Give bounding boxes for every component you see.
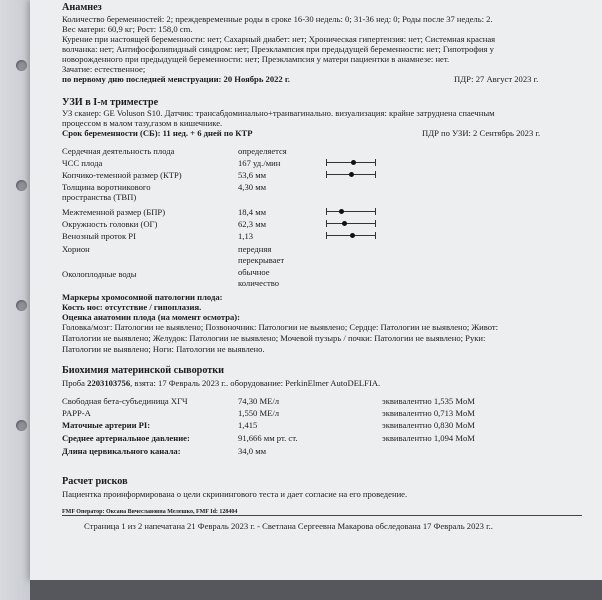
biochem-row-value: 1,550 МЕ/л	[238, 408, 280, 418]
range-line	[326, 211, 376, 212]
anatomy-line: Патологии не выявлено; Желудок: Патологии не выявлено; Мочевой пузырь / почки: Патологии не выявлено; Руки:	[62, 333, 486, 343]
binder-hole	[16, 420, 27, 431]
risk-title: Расчет рисков	[62, 476, 128, 487]
table-row-label: Окружность головки (ОГ)	[62, 219, 158, 229]
table-row-value: перекрывает	[238, 255, 285, 265]
table-row-value: передняя	[238, 244, 272, 254]
biochem-row-mom: эквивалентно 1,535 MoM	[382, 396, 475, 406]
sample-prefix: Проба	[62, 378, 88, 388]
ultrasound-line: УЗ сканер: GE Voluson S10. Датчик: трансабдоминально+транвагинально. визуализация: крайне затруднена спаечным	[62, 108, 495, 118]
table-row-value: 18,4 мм	[238, 207, 267, 217]
table-row-value: обычное	[238, 267, 270, 277]
range-marker	[351, 160, 356, 165]
biochem-row-mom: эквивалентно 0,830 MoM	[382, 420, 475, 430]
ultrasound-line: процессом в малом тазу,газом в кишечнике.	[62, 118, 223, 128]
table-row-label: Хорион	[62, 244, 90, 254]
range-tick	[375, 159, 376, 166]
risk-text: Пациентка проинформирована о цели скринингового теста и дает согласие на его проведение.	[62, 489, 408, 499]
edd-date: ПДР: 27 Август 2023 г.	[454, 74, 539, 84]
range-tick	[326, 208, 327, 215]
biochem-title: Биохимия материнской сыворотки	[62, 365, 225, 376]
table-row-value: 1,13	[238, 231, 254, 241]
table-row-value: 4,30 мм	[238, 182, 267, 192]
biochem-row-label: Среднее артериальное давление:	[62, 433, 190, 443]
biochem-row-mom: эквивалентно 0,713 MoM	[382, 408, 475, 418]
table-row-label: Копчико-теменной размер (КТР)	[62, 170, 182, 180]
range-marker	[342, 221, 347, 226]
anamnesis-line: Количество беременностей: 2; преждевременные роды в сроке 16-30 недель: 0; 31-36 нед: 0; Роды после 37 недель: 2.	[62, 14, 493, 24]
biochem-row-value: 74,30 МЕ/л	[238, 396, 280, 406]
operator-info: FMF Оператор: Оксана Вячеславовна Мелешко, FMF Id: 128404	[62, 509, 238, 515]
binder-hole	[16, 180, 27, 191]
range-chart-crl	[326, 170, 376, 179]
anatomy-line: Патологии не выявлено; Ноги: Патологии не выявлено.	[62, 344, 265, 354]
table-row-label: Сердечная деятельность плода	[62, 146, 175, 156]
range-chart-dv	[326, 231, 376, 240]
range-chart-bpd	[326, 207, 376, 216]
biochem-table	[62, 396, 562, 466]
anamnesis-line: новорожденного при предыдущей беременности: нет; Преэклампсия у матери пациентки в анамнезе: нет.	[62, 54, 450, 64]
lmp-date: по первому дню последней менструации: 20 Ноябрь 2022 г.	[62, 74, 290, 84]
table-row-label: пространства (ТВП)	[62, 192, 137, 202]
binder-hole	[16, 60, 27, 71]
range-chart-hc	[326, 219, 376, 228]
range-marker	[339, 209, 344, 214]
range-tick	[326, 220, 327, 227]
binder-hole	[16, 300, 27, 311]
range-tick	[375, 208, 376, 215]
anamnesis-line: Курение при настоящей беременности: нет; Сахарный диабет: нет; Хроническая гипертензия: нет; Системная красная	[62, 34, 496, 44]
sample-id: 2203103756	[87, 378, 131, 388]
biochem-row-label: Маточные артерии PI:	[62, 420, 151, 430]
sample-rest: , взята: 17 Февраль 2023 г.. оборудование: PerkinElmer AutoDELFIA.	[130, 378, 381, 388]
anamnesis-line: волчанка: нет; Антифосфолипидный синдром: нет; Преэклампсия при предыдущей беременности: нет; Гипотрофия у	[62, 44, 494, 54]
table-row-value: 167 уд./мин	[238, 158, 281, 168]
range-tick	[326, 171, 327, 178]
range-marker	[350, 233, 355, 238]
footer-divider	[62, 515, 582, 516]
biochem-row-value: 34,0 мм	[238, 446, 267, 456]
anatomy-line: Головка/мозг: Патологии не выявлено; Позвоночник: Патологии не выявлено; Сердце: Патологии не выявлено; Живот:	[62, 322, 499, 332]
table-row-value: 62,3 мм	[238, 219, 267, 229]
table-row-label: ЧСС плода	[62, 158, 103, 168]
table-row-label: Толщина воротникового	[62, 182, 151, 192]
range-marker	[349, 172, 354, 177]
table-row-value: 53,6 мм	[238, 170, 267, 180]
sample-info	[62, 378, 380, 389]
biochem-row-label: Свободная бета-субъединица ХГЧ	[62, 396, 188, 406]
range-tick	[326, 159, 327, 166]
ultrasound-title: УЗИ в I-м триместре	[62, 97, 159, 108]
biochem-row-value: 91,666 мм рт. ст.	[238, 433, 298, 443]
biochem-row-mom: эквивалентно 1,094 MoM	[382, 433, 475, 443]
biochem-row-label: PAPP-A	[62, 408, 91, 418]
range-line	[326, 223, 376, 224]
table-row-label: Околоплодные воды	[62, 269, 137, 279]
range-tick	[375, 232, 376, 239]
anatomy-title: Оценка анатомии плода (на момент осмотра):	[62, 312, 241, 322]
table-row-label: Венозный проток PI	[62, 231, 136, 241]
biochem-row-label: Длина цервикального канала:	[62, 446, 181, 456]
anamnesis-title: Анамнез	[62, 2, 102, 13]
range-chart-hr	[326, 158, 376, 167]
nasal-bone: Кость нос: отсутствие / гипоплазия.	[62, 302, 202, 312]
background-shadow	[30, 580, 602, 600]
ultrasound-edd: ПДР по УЗИ: 2 Сентябрь 2023 г.	[422, 128, 541, 138]
biochem-row-value: 1,415	[238, 420, 258, 430]
table-row-value: определяется	[238, 146, 287, 156]
page-footer: Страница 1 из 2 напечатана 21 Февраль 2023 г. - Светлана Сергеевна Макарова обследована 17 Февраль 2023 г..	[84, 521, 493, 531]
range-tick	[375, 220, 376, 227]
range-tick	[326, 232, 327, 239]
anamnesis-line: Зачатие: естественное;	[62, 64, 146, 74]
ultrasound-table	[62, 146, 392, 296]
anamnesis-line: Вес матери: 60,9 кг; Рост: 158,0 cm.	[62, 24, 193, 34]
range-tick	[375, 171, 376, 178]
table-row-value: количество	[238, 278, 280, 288]
table-row-label: Межтеменной размер (БПР)	[62, 207, 166, 217]
gestation-term: Срок беременности (СБ): 11 нед. + 6 дней по КТР	[62, 128, 253, 138]
markers-title: Маркеры хромосомной патологии плода:	[62, 292, 223, 302]
